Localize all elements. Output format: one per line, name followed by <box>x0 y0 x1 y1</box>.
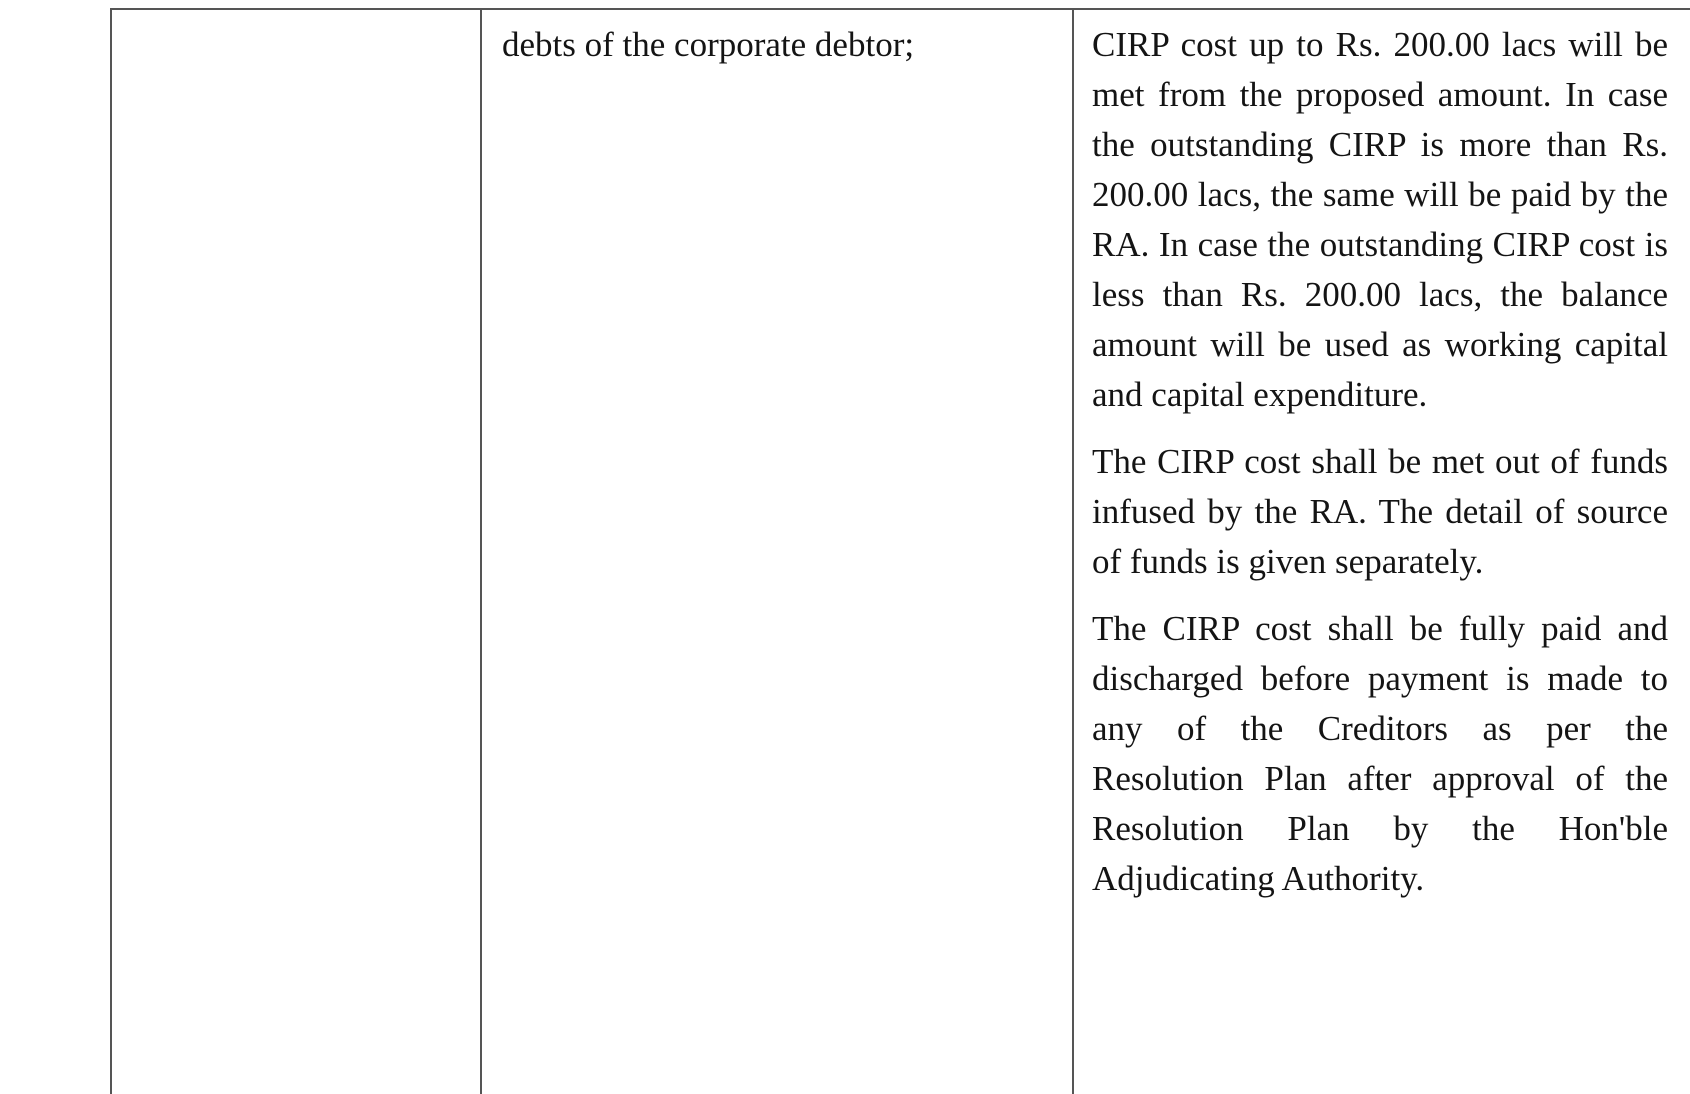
table-row <box>111 9 1690 1094</box>
details-paragraph: The CIRP cost shall be fully paid and discharged before payment is made to any of the Creditors as per the Resolution Plan after approval of the Resolution Plan by the Hon'ble Adjudicating Authority. <box>1092 609 1668 898</box>
table-cell-particulars <box>481 9 1073 1094</box>
particulars-text: debts of the corporate debtor; <box>502 25 915 64</box>
details-paragraph: CIRP cost up to Rs. 200.00 lacs will be met from the proposed amount. In case the outstanding CIRP is more than Rs. 200.00 lacs, the same will be paid by the RA. In case the outstanding CIRP cost is less than Rs. 200.00 lacs, the balance amount will be used as working capital and capital expenditure. <box>1092 25 1668 414</box>
details-paragraph: The CIRP cost shall be met out of funds infused by the RA. The detail of source of funds is given separately. <box>1092 442 1668 581</box>
document-table <box>110 8 1690 1094</box>
table-cell-details <box>1073 9 1690 1094</box>
table-cell-serial <box>111 9 481 1094</box>
